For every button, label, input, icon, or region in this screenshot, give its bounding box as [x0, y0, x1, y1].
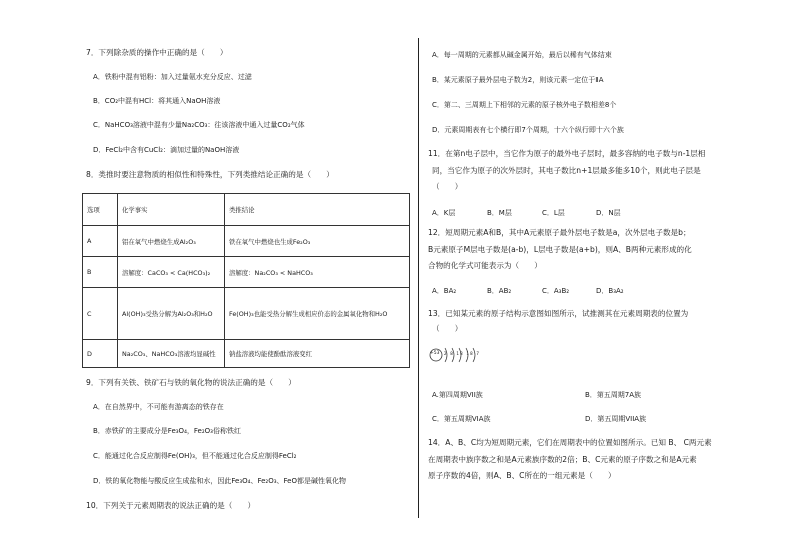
- q14-line1: 14．A、B、C均为短周期元素，它们在周期表中的位置如图所示。已知 B、 C两元素: [428, 438, 712, 447]
- q13-option-d: D．第五周期VIIA族: [585, 415, 647, 423]
- q7-option-c: C．NaHCO₃溶液中混有少量Na₂CO₃：往该溶液中通入过量CO₂气体: [93, 121, 305, 129]
- q13-option-a: A.第四周期VII族: [432, 391, 483, 399]
- q11-line1: 11．在第n电子层中，当它作为原子的最外电子层时，最多容纳的电子数与n-1层相: [428, 149, 706, 158]
- table-header-fact: 化学事实: [118, 194, 225, 226]
- table-cell-fact: 铝在氧气中燃烧生成Al₂O₃: [118, 226, 225, 257]
- q12-option-c: C．A₃B₂: [542, 287, 570, 295]
- q11-line3: （ ）: [432, 182, 463, 191]
- q8-stem: 8．类推时要注意物质的相似性和特殊性，下列类推结论正确的是（ ）: [86, 170, 334, 179]
- q14-line3: 原子序数的4倍，则A、B、C所在的一组元素是（ ）: [428, 471, 616, 480]
- q10-option-d: D．元素周期表有七个横行即7个周期，十六个纵行即十六个族: [432, 126, 624, 134]
- table-row: [83, 340, 410, 368]
- q11-option-a: A．K层: [432, 209, 456, 217]
- q10-option-a: A．每一周期的元素都从碱金属开始，最后以稀有气体结束: [432, 51, 612, 59]
- q9-option-a: A．在自然界中，不可能有游离态的铁存在: [93, 403, 224, 411]
- q10-option-c: C．第二、三周期上下相邻的元素的原子核外电子数相差8个: [432, 101, 617, 109]
- table-cell-option: B: [83, 257, 118, 288]
- q12-line1: 12．短周期元素A和B，其中A元素原子最外层电子数是a，次外层电子数是b；: [428, 228, 691, 237]
- q7-stem: 7．下列除杂质的操作中正确的是（ ）: [86, 48, 228, 57]
- table-header-option: 选项: [83, 194, 118, 226]
- q14-line2: 在周期表中族序数之和是A元素族序数的2倍；B、C元素的原子序数之和是A元素: [428, 455, 697, 464]
- q10-option-b: B．某元素原子最外层电子数为2，则该元素一定位于ⅡA: [432, 76, 604, 84]
- table-header-row: [83, 194, 410, 226]
- atom-nucleus-charge: +53: [430, 351, 440, 356]
- q8-table: [82, 193, 410, 368]
- q11-option-d: D．N层: [596, 209, 621, 217]
- q13-option-b: B．第五周期7A族: [585, 391, 642, 399]
- q11-line2: 同，当它作为原子的次外层时，其电子数比n+1层最多能多10个，则此电子层是: [432, 166, 701, 175]
- table-cell-fact: Al(OH)₃受热分解为Al₂O₃和H₂O: [118, 288, 225, 340]
- q9-stem: 9．下列有关铁、铁矿石与铁的氧化物的说法正确的是（ ）: [86, 378, 296, 387]
- table-cell-option: A: [83, 226, 118, 257]
- q11-option-c: C．L层: [542, 209, 565, 217]
- atom-shell-electrons: 2 8 18 18 7: [444, 351, 481, 356]
- table-header-conclusion: 类推结论: [225, 194, 410, 226]
- q12-line3: 合物的化学式可能表示为（ ）: [428, 261, 542, 270]
- q13-line1: 13．已知某元素的原子结构示意图如图所示，试推测其在元素周期表的位置为: [428, 309, 689, 318]
- q9-option-c: C．能通过化合反应制得Fe(OH)₃，但不能通过化合反应制得FeCl₂: [93, 452, 297, 460]
- q9-option-b: B．赤铁矿的主要成分是Fe₃O₄，Fe₂O₃俗称铁红: [93, 427, 241, 435]
- q11-option-b: B．M层: [487, 209, 512, 217]
- table-cell-fact: 溶解度：CaCO₃ < Ca(HCO₃)₂: [118, 257, 225, 288]
- column-divider: [418, 38, 419, 518]
- q12-line2: B元素原子M层电子数是(a-b)，L层电子数是(a+b)，则A、B两种元素形成的化: [428, 245, 692, 254]
- q7-option-b: B．CO₂中混有HCl：将其通入NaOH溶液: [93, 97, 221, 105]
- q13-line2: （ ）: [432, 324, 463, 333]
- table-row: [83, 257, 410, 288]
- table-cell-option: D: [83, 340, 118, 368]
- table-cell-conclusion: 铁在氧气中燃烧也生成Fe₂O₃: [225, 226, 410, 257]
- q10-stem: 10．下列关于元素周期表的说法正确的是（ ）: [86, 501, 256, 510]
- q7-option-a: A．铁粉中混有铝粉：加入过量氨水充分反应、过滤: [93, 73, 252, 81]
- table-row: [83, 288, 410, 340]
- table-cell-option: C: [83, 288, 118, 340]
- q9-option-d: D．铁的氧化物能与酸反应生成盐和水，因此Fe₃O₄、Fe₂O₃、FeO都是碱性氧化物: [93, 477, 346, 485]
- atom-structure-diagram: [428, 345, 488, 365]
- table-cell-conclusion: Fe(OH)₃也能受热分解生成相应价态的金属氧化物和H₂O: [225, 288, 410, 340]
- q12-option-a: A．BA₂: [432, 287, 457, 295]
- q12-option-b: B．AB₂: [487, 287, 512, 295]
- q13-option-c: C．第五周期VIA族: [432, 415, 491, 423]
- table-row: [83, 226, 410, 257]
- table-cell-conclusion: 钠盐溶液均能使酚酞溶液变红: [225, 340, 410, 368]
- q7-option-d: D．FeCl₂中含有CuCl₂：滴加过量的NaOH溶液: [93, 146, 240, 154]
- table-cell-conclusion: 溶解度：Na₂CO₃ < NaHCO₃: [225, 257, 410, 288]
- q12-option-d: D．B₃A₂: [596, 287, 624, 295]
- table-cell-fact: Na₂CO₃、NaHCO₃溶液均显碱性: [118, 340, 225, 368]
